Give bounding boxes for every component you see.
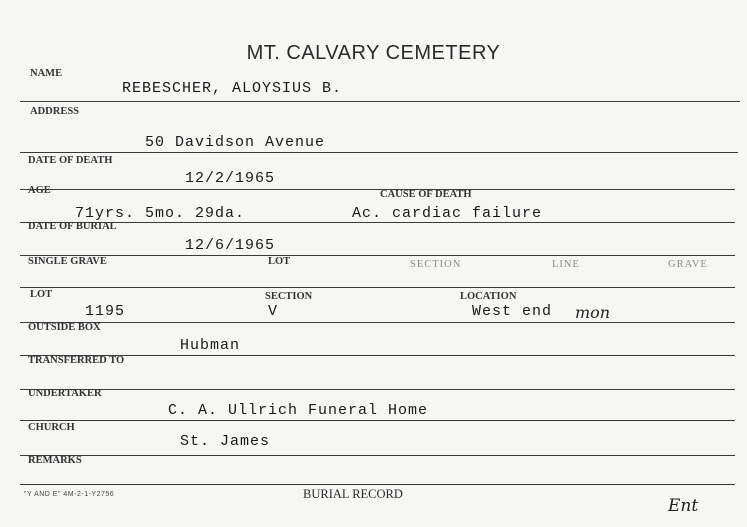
lot-rule [20,322,735,323]
section-value: V [268,303,279,320]
section-label: SECTION [265,291,313,302]
single-grave-lot-label: LOT [268,256,291,267]
age-value: 71yrs. 5mo. 29da. [75,205,246,222]
cause-of-death-value: Ac. cardiac failure [352,205,543,222]
address-value: 50 Davidson Avenue [145,134,326,151]
single-grave-label: SINGLE GRAVE [28,256,107,267]
cemetery-title: MT. CALVARY CEMETERY [246,42,501,64]
name-value: REBESCHER, ALOYSIUS B. [122,80,343,97]
burial-record-title: BURIAL RECORD [303,487,403,501]
transferred-to-label: TRANSFERRED TO [28,355,125,366]
single-grave-section-label: SECTION [410,259,462,270]
undertaker-rule [20,420,735,421]
age-label: AGE [28,185,51,196]
outside-box-label: OUTSIDE BOX [28,322,101,333]
location-label: LOCATION [460,291,517,302]
address-rule [20,152,738,153]
date-of-burial-label: DATE OF BURIAL [28,221,117,232]
date-of-death-value: 12/2/1965 [185,170,276,187]
lot-label: LOT [30,289,53,300]
date-of-death-rule [20,189,735,190]
name-rule [20,101,740,102]
single-grave-grave-label: GRAVE [668,259,708,270]
date-of-burial-value: 12/6/1965 [185,237,276,254]
lot-value: 1195 [85,303,126,320]
church-rule [20,455,735,456]
name-label: NAME [30,68,63,79]
single-grave-rule [20,287,735,288]
date-of-death-label: DATE OF DEATH [28,155,113,166]
remarks-rule [20,484,735,485]
outside-box-value: Hubman [180,337,241,354]
date-of-burial-rule [20,255,735,256]
address-label: ADDRESS [30,106,80,117]
single-grave-line-label: LINE [552,259,580,270]
location-handwritten: mon [575,303,611,322]
form-code: "Y AND E" 4M-2-1-Y2756 [24,491,115,498]
undertaker-value: C. A. Ullrich Funeral Home [168,402,429,419]
church-value: St. James [180,433,271,450]
age-rule [20,222,735,223]
remarks-label: REMARKS [28,455,82,466]
transferred-to-rule [20,389,735,390]
undertaker-label: UNDERTAKER [28,388,102,399]
outside-box-rule [20,355,735,356]
location-value: West end [472,303,553,320]
cause-of-death-label: CAUSE OF DEATH [380,189,472,200]
church-label: CHURCH [28,422,75,433]
handwritten-mark: Ent [668,496,699,516]
